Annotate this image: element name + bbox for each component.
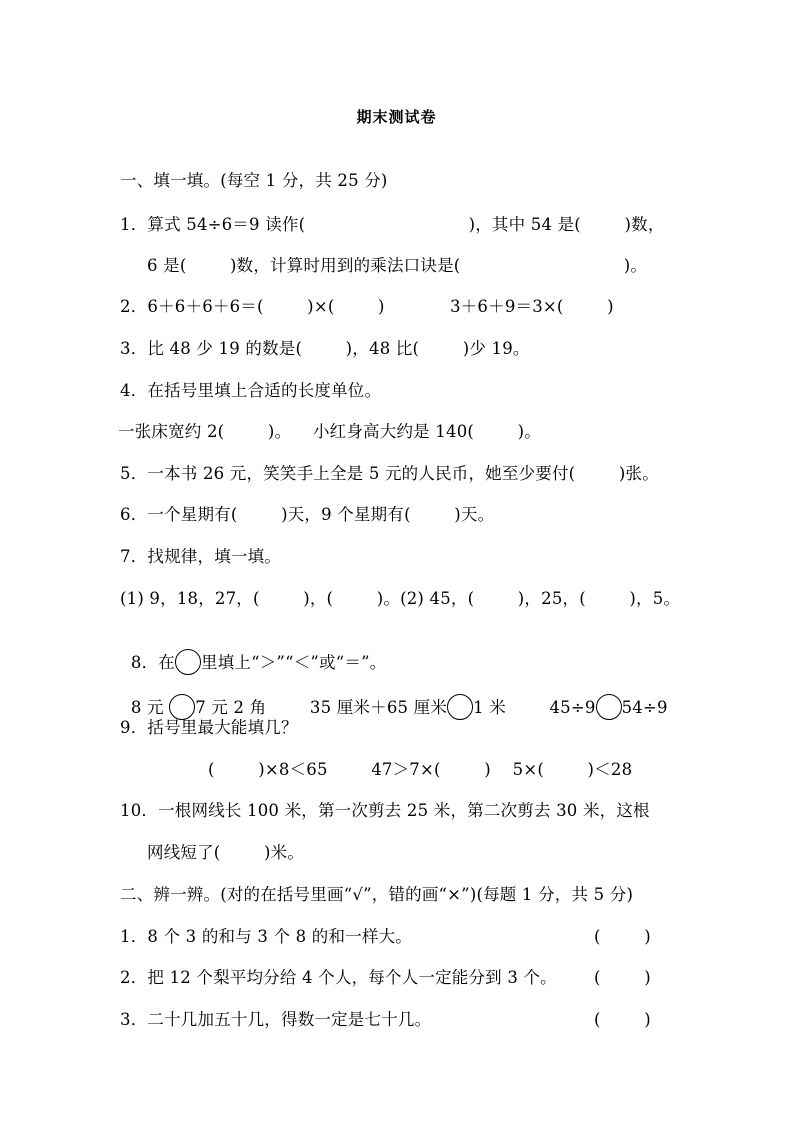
judge-2-answer[interactable]: ( )	[594, 968, 651, 987]
question-7-sequences: (1) 9，18，27，( )，( )。(2) 45，( )，25，( )，5。	[120, 589, 681, 608]
compare-3-circle[interactable]	[596, 694, 622, 720]
question-8-suffix: 里填上“＞”“＜”或“＝”。	[201, 653, 387, 672]
question-9: 9．括号里最大能填几？	[120, 718, 298, 737]
section-1-heading: 一、填一填。(每空 1 分，共 25 分)	[120, 171, 388, 190]
question-7: 7．找规律，填一填。	[120, 547, 281, 566]
compare-1-right: 7 元 2 角 35 厘米＋65 厘米	[195, 698, 448, 717]
judge-3: 3．二十几加五十几，得数一定是七十几。	[120, 1010, 432, 1029]
judge-3-answer[interactable]: ( )	[594, 1010, 651, 1029]
section-2-heading: 二、辨一辨。(对的在括号里画“√”，错的画“×”)(每题 1 分，共 5 分)	[120, 885, 634, 904]
question-8-items	[120, 675, 668, 719]
question-1-line-2: 6 是( )数，计算时用到的乘法口诀是( )。	[147, 256, 648, 275]
compare-1-circle[interactable]	[169, 694, 195, 720]
compare-2-right: 1 米 45÷9	[473, 698, 596, 717]
compare-3-right: 54÷9	[621, 698, 668, 717]
question-8	[120, 630, 386, 674]
question-4-items: 一张床宽约 2( )。 小红身高大约是 140( )。	[118, 422, 541, 441]
question-8-prefix: 8．在	[130, 653, 175, 672]
question-10-line-2: 网线短了( )米。	[147, 843, 305, 862]
judge-1: 1．8 个 3 的和与 3 个 8 的和一样大。	[120, 927, 413, 946]
question-4: 4．在括号里填上合适的长度单位。	[120, 381, 382, 400]
judge-1-answer[interactable]: ( )	[594, 927, 651, 946]
question-10-line-1: 10．一根网线长 100 米，第一次剪去 25 米，第二次剪去 30 米，这根	[120, 801, 650, 820]
question-3: 3．比 48 少 19 的数是( )，48 比( )少 19。	[120, 339, 530, 358]
compare-circle	[175, 649, 201, 675]
question-2: 2．6＋6＋6＋6＝( )×( ) 3＋6＋9＝3×( )	[120, 297, 614, 316]
question-5: 5．一本书 26 元，笑笑手上全是 5 元的人民币，她至少要付( )张。	[120, 464, 659, 483]
question-9-items: ( )×8＜65 47＞7×( ) 5×( )＜28	[208, 760, 633, 779]
question-1-line-1: 1．算式 54÷6＝9 读作( )，其中 54 是( )数，	[120, 215, 665, 234]
compare-2-circle[interactable]	[447, 694, 473, 720]
compare-1-left: 8 元	[130, 698, 164, 717]
question-6: 6．一个星期有( )天，9 个星期有( )天。	[120, 505, 495, 524]
page-title: 期末测试卷	[356, 108, 437, 126]
judge-2: 2．把 12 个梨平均分给 4 个人，每个人一定能分到 3 个。	[120, 968, 557, 987]
